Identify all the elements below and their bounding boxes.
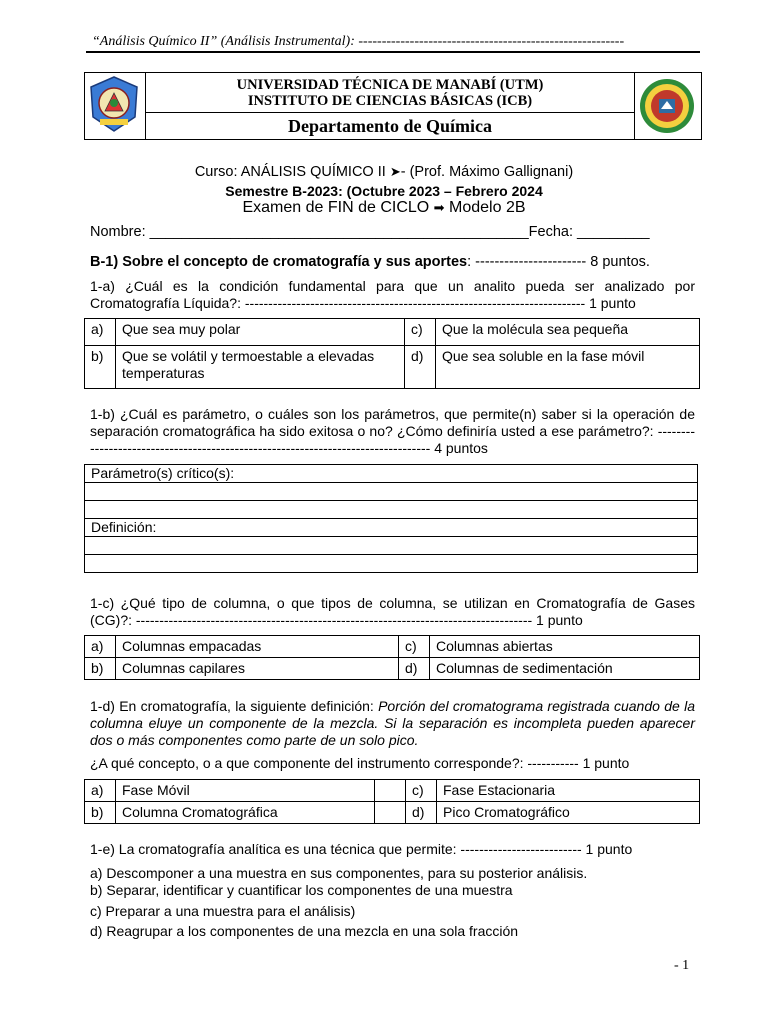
option-letter: d): [406, 802, 437, 824]
arrowhead-icon: ➤: [389, 164, 401, 179]
blank-cell: [375, 780, 406, 802]
option-letter: d): [399, 658, 430, 680]
option-a[interactable]: Fase Móvil: [116, 780, 375, 802]
semester: Semestre B-2023: (Octubre 2023 – Febrero 2024: [225, 183, 543, 199]
exam-model: Modelo 2B: [449, 199, 526, 216]
q1a-text: 1-a) ¿Cuál es la condición fundamental para que un analito pueda ser analizado por Cromatografía Líquida?: ------------------------------------------------------------------------- 1 punto: [90, 278, 695, 311]
q1e-option[interactable]: d) Reagrupar a los componentes de una mezcla en una sola fracción: [90, 923, 519, 939]
q1d-definition: Porción del cromatograma registrada cuando de la columna eluye un componente de la mezcla. Si la separación es incompleta pueden aparecer dos o más componentes como parte de un solo pico.: [90, 698, 695, 748]
option-letter: c): [405, 319, 436, 346]
parameter-label: Parámetro(s) crítico(s):: [85, 465, 697, 483]
q1b-text: 1-b) ¿Cuál es parámetro, o cuáles son los parámetros, que permite(n) saber si la operación de separación cromatográfica ha sido exitosa o no? ¿Cómo definiría usted a ese parámetro?: --------------------------------------------------------------------------------- 4 puntos: [90, 406, 695, 456]
option-a[interactable]: Que sea muy polar: [116, 319, 405, 346]
icb-logo-icon: [635, 73, 699, 137]
q1d-question: ¿A qué concepto, o a que componente del instrumento corresponde?: ----------- 1 punto: [90, 755, 630, 771]
department-name: Departamento de Química: [288, 116, 492, 136]
q1e-option[interactable]: c) Preparar a una muestra para el análisis): [90, 903, 356, 919]
option-c[interactable]: Que la molécula sea pequeña: [436, 319, 700, 346]
option-letter: b): [85, 658, 116, 680]
institute-name: INSTITUTO DE CIENCIAS BÁSICAS (ICB): [247, 93, 533, 109]
option-d[interactable]: Que sea soluble en la fase móvil: [436, 346, 700, 389]
header-rule: [86, 51, 700, 53]
option-letter: b): [85, 802, 116, 824]
section-title: B-1) Sobre el concepto de cromatografía y sus aportes: [90, 254, 468, 270]
q1e-option[interactable]: b) Separar, identificar y cuantificar los componentes de una muestra: [90, 882, 513, 898]
answer-line[interactable]: [85, 555, 697, 572]
q1c-text: 1-c) ¿Qué tipo de columna, o que tipos de columna, se utilizan en Cromatografía de Gases (CG)?: ------------------------------------------------------------------------------------- 1 punto: [90, 595, 695, 628]
q1a-options: [84, 318, 700, 389]
option-c[interactable]: Fase Estacionaria: [437, 780, 700, 802]
option-letter: c): [399, 636, 430, 658]
q1c-options: [84, 635, 700, 680]
blank-cell: [375, 802, 406, 824]
institution-header: [84, 72, 702, 140]
icb-logo-cell: [634, 73, 701, 139]
option-letter: a): [85, 636, 116, 658]
option-letter: a): [85, 780, 116, 802]
university-name: UNIVERSIDAD TÉCNICA DE MANABÍ (UTM): [236, 77, 544, 93]
course-label: Curso: [194, 164, 234, 180]
utm-logo-icon: [85, 73, 143, 137]
option-d[interactable]: Columnas de sedimentación: [430, 658, 700, 680]
answer-line[interactable]: [85, 483, 697, 501]
running-header: “Análisis Químico II” (Análisis Instrumental): ---------------------------------------------------------: [92, 34, 625, 49]
section-heading: [90, 254, 695, 271]
option-letter: a): [85, 319, 116, 346]
answer-line[interactable]: [85, 537, 697, 555]
option-b[interactable]: Columnas capilares: [116, 658, 399, 680]
exam-title: Examen de FIN de CICLO: [242, 199, 430, 216]
course-name: ANÁLISIS QUÍMICO II: [240, 164, 386, 180]
exam-line: [0, 199, 768, 217]
option-letter: c): [406, 780, 437, 802]
option-letter: b): [85, 346, 116, 389]
page-number: - 1: [674, 958, 690, 973]
answer-line[interactable]: [85, 501, 697, 519]
name-date-line[interactable]: Nombre: _______________________________________________Fecha: _________: [90, 224, 650, 240]
option-c[interactable]: Columnas abiertas: [430, 636, 700, 658]
option-d[interactable]: Pico Cromatográfico: [437, 802, 700, 824]
option-a[interactable]: Columnas empacadas: [116, 636, 399, 658]
q1e-option[interactable]: a) Descomponer a una muestra en sus componentes, para su posterior análisis.: [90, 865, 588, 881]
right-arrow-icon: ➡: [433, 200, 445, 215]
q1e-text: 1-e) La cromatografía analítica es una técnica que permite: -------------------------- 1 punto: [90, 841, 633, 857]
q1b-answer-box[interactable]: [84, 464, 698, 573]
option-b[interactable]: Columna Cromatográfica: [116, 802, 375, 824]
course-line: Curso: ANÁLISIS QUÍMICO II ➤- (Prof. Máximo Gallignani): [194, 164, 574, 180]
section-points: : ----------------------- 8 puntos.: [467, 254, 650, 270]
option-letter: d): [405, 346, 436, 389]
q1d-options: [84, 779, 700, 824]
professor: - (Prof. Máximo Gallignani): [400, 164, 574, 180]
q1d-text: [90, 698, 695, 749]
option-b[interactable]: Que se volátil y termoestable a elevadas temperaturas: [116, 346, 405, 389]
utm-logo-cell: [85, 73, 146, 139]
definition-label: Definición:: [85, 519, 697, 537]
q1d-intro: 1-d) En cromatografía, la siguiente definición:: [90, 698, 379, 714]
